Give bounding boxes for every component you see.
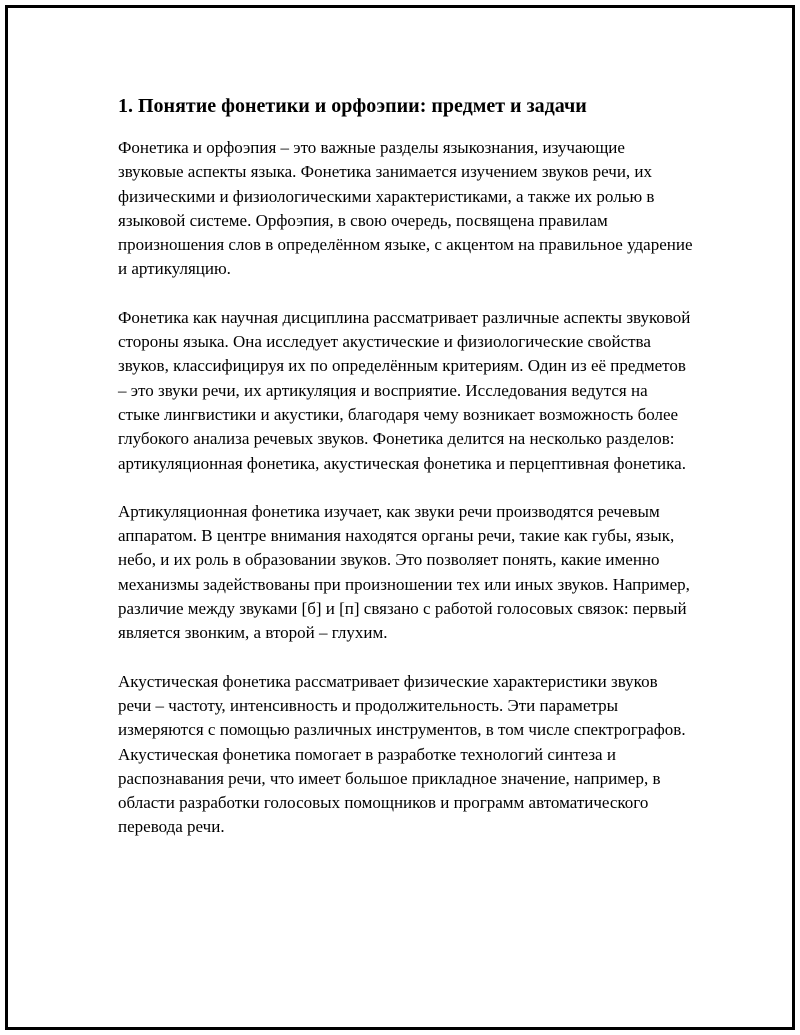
paragraph-phonetics-discipline: Фонетика как научная дисциплина рассматривает различные аспекты звуковой стороны языка. Она исследует акустические и физиологические свойства звуков, классифицируя их по определённым критериям. Один из её предметов – это звуки речи, их артикуляция и восприятие. Исследования ведутся на стыке лингвистики и акустики, благодаря чему возникает возможность более глубокого анализа речевых звуков. Фонетика делится на несколько разделов: артикуляционная фонетика, акустическая фонетика и перцептивная фонетика. <box>118 307 691 473</box>
document-body <box>118 92 693 864</box>
section-heading: 1. Понятие фонетики и орфоэпии: предмет и задачи <box>118 95 587 117</box>
paragraph-acoustic-phonetics: Акустическая фонетика рассматривает физические характеристики звуков речи – частоту, интенсивность и продолжительность. Эти параметры измеряются с помощью различных инструментов, в том числе спектрографов. Акустическая фонетика помогает в разработке технологий синтеза и распознавания речи, что имеет большое прикладное значение, например, в области разработки голосовых помощников и программ автоматического перевода речи. <box>118 671 686 837</box>
paragraph-articulatory-phonetics: Артикуляционная фонетика изучает, как звуки речи производятся речевым аппаратом. В центре внимания находятся органы речи, такие как губы, язык, небо, и их роль в образовании звуков. Это позволяет понять, какие именно механизмы задействованы при произношении тех или иных звуков. Например, различие между звуками [б] и [п] связано с работой голосовых связок: первый является звонким, а второй – глухим. <box>118 501 690 643</box>
paragraph-intro: Фонетика и орфоэпия – это важные разделы языкознания, изучающие звуковые аспекты языка. Фонетика занимается изучением звуков речи, их физическими и физиологическими характеристиками, а также их ролью в языковой системе. Орфоэпия, в свою очередь, посвящена правилам произношения слов в определённом языке, с акцентом на правильное ударение и артикуляцию. <box>118 138 693 279</box>
